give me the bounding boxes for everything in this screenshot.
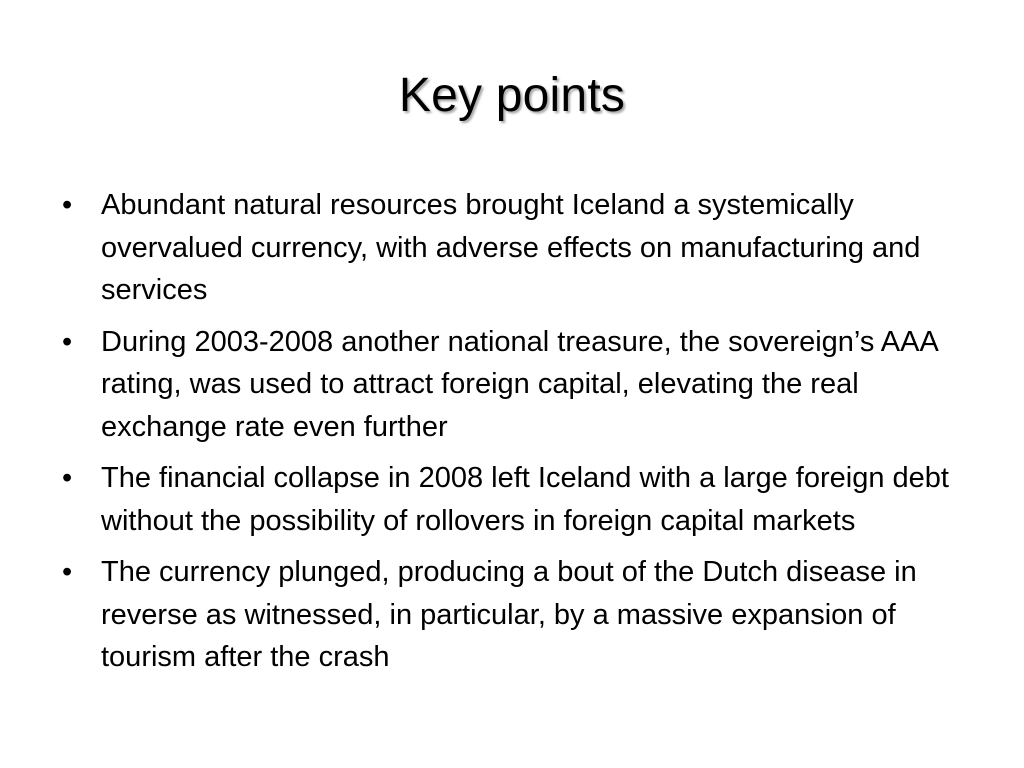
bullet-text: Abundant natural resources brought Iceland a systemically overvalued currency, with adverse effects on manufacturing and services (101, 189, 921, 306)
bullet-icon: • (62, 189, 73, 221)
bullet-icon: • (62, 325, 73, 358)
bullet-list (62, 184, 977, 688)
bullet-item (62, 457, 977, 542)
bullet-text: The currency plunged, producing a bout of the Dutch disease in reverse as witnessed, in particular, by a massive expansion of tourism after the crash (101, 556, 917, 673)
bullet-text: During 2003-2008 another national treasure, the sovereign’s AAA rating, was used to attract foreign capital, elevating the real exchange rate even further (101, 325, 938, 443)
bullet-item (62, 551, 977, 679)
bullet-item (62, 321, 977, 449)
bullet-item (62, 184, 977, 312)
bullet-icon: • (62, 462, 73, 494)
slide-title: Key points (398, 69, 626, 122)
bullet-text: The financial collapse in 2008 left Iceland with a large foreign debt without the possibility of rollovers in foreign capital markets (101, 462, 949, 537)
bullet-icon: • (62, 556, 73, 588)
